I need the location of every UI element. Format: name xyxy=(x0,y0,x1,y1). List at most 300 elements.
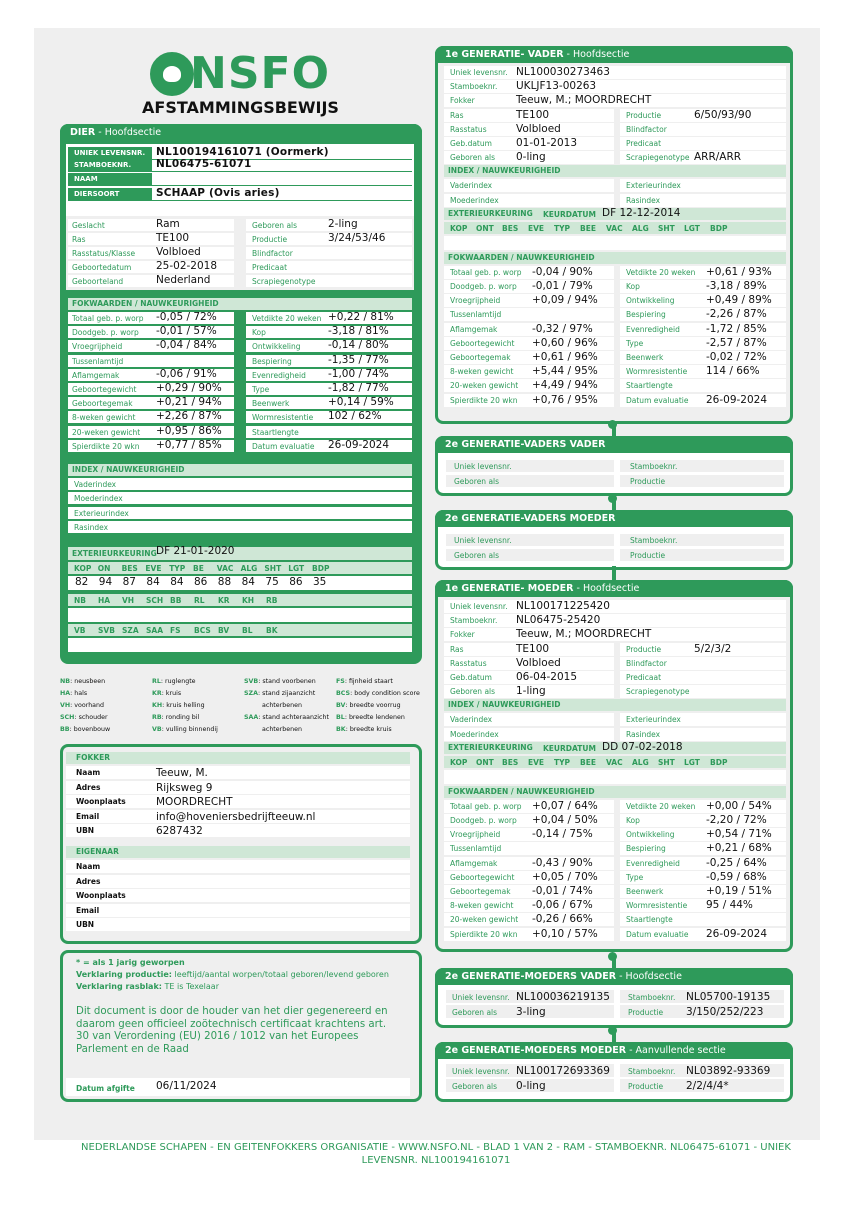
gen-label: Rasstatus/Klasse xyxy=(72,249,136,258)
datum-label: Datum afgifte xyxy=(76,1084,135,1093)
fokker-label: Adres xyxy=(76,782,101,792)
eigenaar-row xyxy=(66,875,410,888)
vader-index-label: Exterieurindex xyxy=(626,181,681,191)
moeder-fok-label: Geboortegemak xyxy=(450,887,511,896)
legend-abbr: HA xyxy=(60,690,71,697)
moeder-ext-head: SHT xyxy=(658,757,675,767)
vaders-vader-label: Stamboeknr. xyxy=(630,462,678,471)
legend-sep: : xyxy=(70,690,75,697)
vader-ext-head: ALG xyxy=(632,223,649,233)
moeder-fok-value: -0,43 / 90% xyxy=(532,856,593,869)
gen-label: Geboortedatum xyxy=(72,263,132,272)
moeder-fok-label: Vroegrijpheid xyxy=(450,830,501,840)
ext-head: LGT xyxy=(288,564,305,573)
legend-item xyxy=(336,702,401,709)
vader-ident-value: UKLJF13-00263 xyxy=(516,80,597,93)
moeder-fok-label: Aflamgemak xyxy=(450,858,498,868)
vader-ext-header: EXTERIEURKEURING xyxy=(444,208,786,220)
dier-header: DIER - Hoofdsectie xyxy=(60,124,422,141)
moeder-fok-value: +0,04 / 50% xyxy=(532,814,598,826)
vader-fok-label: Tussenlamtijd xyxy=(450,310,502,320)
vader-ext-head: BEE xyxy=(580,223,596,233)
ext-head: BES xyxy=(121,564,138,573)
fok-label: Ontwikkeling xyxy=(252,342,301,352)
note-1: * = als 1 jarig geworpen xyxy=(76,958,185,967)
ext-head: SHT xyxy=(264,564,282,573)
vader-ext-head: EVE xyxy=(528,223,545,233)
fok-value: -0,01 / 57% xyxy=(156,325,217,338)
vader-label: Scrapiegenotype xyxy=(626,153,690,163)
vader-fok-label: Geboortegewicht xyxy=(450,338,515,348)
moeder-ext-head: EVE xyxy=(528,757,545,767)
vader-fok-label: Bespiering xyxy=(626,310,666,320)
moeder-label: Productie xyxy=(626,644,662,654)
moeders-moeder-label: Geboren als xyxy=(452,1081,498,1091)
legend-meaning: hals xyxy=(74,690,88,697)
legend-sep: : xyxy=(74,714,79,721)
ext-value: 84 xyxy=(170,576,184,588)
section-subtitle: - Hoofdsectie xyxy=(563,49,630,60)
fok-label: Totaal geb. p. worp xyxy=(72,314,144,323)
ext-head3: SZA xyxy=(122,626,139,635)
moeder-fok-label: Bespiering xyxy=(626,844,666,854)
legend-abbr: KH xyxy=(152,702,163,709)
moeder-label: Blindfactor xyxy=(626,658,667,668)
ext-head2: KH xyxy=(242,596,255,605)
vader-fok-value: +0,60 / 96% xyxy=(532,336,598,349)
fok-value: 102 / 62% xyxy=(328,410,382,423)
moeder-value: TE100 xyxy=(516,642,550,655)
legend-abbr: VH xyxy=(60,702,71,709)
vader-value: TE100 xyxy=(516,108,550,121)
vader-label: Ras xyxy=(450,110,464,120)
section-title: 2e GENERATIE-MOEDERS VADER xyxy=(445,971,617,982)
moeder-index-label: Vaderindex xyxy=(450,715,493,725)
eigenaar-label: Woonplaats xyxy=(76,891,126,900)
legend-meaning: breedte voorrug xyxy=(349,702,401,709)
vader-label: Predicaat xyxy=(626,139,662,148)
vader-index-label: Moederindex xyxy=(450,195,499,205)
fok-value: -0,04 / 84% xyxy=(156,339,217,352)
vaders-vader-connector-dot xyxy=(608,420,617,429)
note-3 xyxy=(76,982,219,991)
document-title: AFSTAMMINGSBEWIJS xyxy=(142,98,339,117)
id-line-2 xyxy=(68,185,412,186)
ext-head3: BV xyxy=(218,626,230,635)
legend-abbr: SVB xyxy=(244,678,259,685)
fok-label: Tussenlamtijd xyxy=(72,356,124,366)
fok-value: +0,95 / 86% xyxy=(156,424,222,437)
fokker-label: Naam xyxy=(76,768,101,777)
eigenaar-row xyxy=(66,860,410,873)
moeders-vader-value: NL05700-19135 xyxy=(686,991,771,1003)
legend-item xyxy=(152,702,205,709)
legend-abbr: BL xyxy=(336,714,345,721)
vaders-vader-header: 2e GENERATIE-VADERS VADER xyxy=(435,436,793,453)
fokker-value: 6287432 xyxy=(156,825,203,837)
vader-ident-label: Uniek levensnr. xyxy=(450,68,508,77)
moeder-ident-value: Teeuw, M.; MOORDRECHT xyxy=(516,628,652,641)
eigenaar-label: Email xyxy=(76,905,100,915)
legend-sep: : xyxy=(258,714,263,721)
fokker-row xyxy=(66,766,410,779)
ext-vals3-row xyxy=(68,638,412,652)
gen-value: 2-ling xyxy=(328,218,358,230)
legend-abbr: RB xyxy=(152,714,162,721)
moeder-fok-label: Kop xyxy=(626,816,640,825)
legend-meaning: voorhand xyxy=(74,702,105,709)
fok-label: Doodgeb. p. worp xyxy=(72,328,139,338)
dier-ext-date: DF 21-01-2020 xyxy=(156,545,235,557)
dier-index-header: INDEX / NAUWKEURIGHEID xyxy=(68,464,412,476)
moeder-fok-value: -2,20 / 72% xyxy=(706,814,767,826)
fok-value: -1,82 / 77% xyxy=(328,382,389,394)
legend-abbr: BV xyxy=(336,702,346,709)
moeder-fok-label: Beenwerk xyxy=(626,887,664,896)
moeders-vader-value: 3-ling xyxy=(516,1005,546,1018)
ext-heads3-row xyxy=(68,624,412,636)
legend-item xyxy=(152,678,196,685)
vader-value: 0-ling xyxy=(516,151,546,164)
ext-head3: BCS xyxy=(194,626,211,635)
vader-fok-label: Aflamgemak xyxy=(450,324,498,334)
moeder-ext-head: BDP xyxy=(710,757,728,767)
fok-label: Evenredigheid xyxy=(252,370,306,380)
index-label: Moederindex xyxy=(74,494,123,504)
moeders-vader-connector-dot xyxy=(608,952,617,961)
moeder-fok-label: Geboortegewicht xyxy=(450,872,515,882)
legend-meaning: stand voorbenen xyxy=(262,678,316,685)
ext-head: ON xyxy=(97,564,111,573)
ext-value: 87 xyxy=(122,576,136,588)
ext-heads2-row xyxy=(68,594,412,606)
legend-abbr: BB xyxy=(60,726,70,733)
legend-item xyxy=(244,678,316,685)
ext-value: 82 xyxy=(75,576,89,588)
moeder-fok-value: -0,06 / 67% xyxy=(532,899,593,912)
vader-fok-label: Geboortegemak xyxy=(450,353,511,362)
legend-sep: : xyxy=(257,690,263,697)
vader-fok-value: +0,61 / 96% xyxy=(532,351,598,363)
legend-meaning: vulling binnendij xyxy=(165,726,218,733)
moeder-label: Predicaat xyxy=(626,673,662,682)
moeder-ident-value: NL06475-25420 xyxy=(516,614,601,627)
section-title: 2e GENERATIE-MOEDERS MOEDER xyxy=(445,1045,627,1056)
moeder-connector xyxy=(612,566,616,580)
legend-item xyxy=(244,690,315,697)
section-subtitle: - Aanvullende sectie xyxy=(626,1045,726,1056)
vaders-moeder-connector-dot xyxy=(608,494,617,503)
moeder-fok-label: Vetdikte 20 weken xyxy=(626,801,696,811)
moeder-ext-head: BES xyxy=(502,757,519,767)
moeder-fok-value: -0,14 / 75% xyxy=(532,828,593,841)
moeder-keurdatum-label: KEURDATUM xyxy=(543,743,596,753)
moeder-fok-value: +0,21 / 68% xyxy=(706,842,772,855)
moeder-fok-header: FOKWAARDEN / NAUWKEURIGHEID xyxy=(444,786,786,798)
legend-sep: : xyxy=(344,678,349,685)
moeder-fok-value: +0,10 / 57% xyxy=(532,927,598,940)
vader-ext-head: KOP xyxy=(450,223,468,233)
moeders-moeder-value: NL100172693369 xyxy=(516,1065,610,1077)
fok-label: Type xyxy=(252,385,270,394)
legend-meaning: fijnheid staart xyxy=(348,678,393,685)
moeder-fok-label: Type xyxy=(626,872,644,882)
moeder-value: 06-04-2015 xyxy=(516,671,578,683)
eigenaar-row xyxy=(66,904,410,917)
moeder-ext-head: BEE xyxy=(580,757,596,767)
moeder-ext-head: ONT xyxy=(476,757,494,767)
gen-label: Predicaat xyxy=(252,263,288,272)
vader-fok-value: -0,01 / 79% xyxy=(532,280,593,292)
ext-value: 86 xyxy=(289,576,303,588)
fok-value: -0,14 / 80% xyxy=(328,339,389,352)
vader-fok-label: 20-weken gewicht xyxy=(450,381,519,391)
disclaimer-text: Dit document is door de houder van het dier gegenereerd en daarom geen officieel zoötechnisch certificaat krachtens art. 30 van Verordening (EU) 2016 / 1012 van het Europees Parlement en de Raad xyxy=(76,1006,388,1055)
moeder-ident-label: Fokker xyxy=(450,630,475,640)
vader-fok-label: Vetdikte 20 weken xyxy=(626,267,696,277)
id-label-3: DIERSOORT xyxy=(68,188,152,200)
note-3-key: Verklaring rasblak: xyxy=(76,982,162,991)
ext-head2: BB xyxy=(170,596,182,605)
legend-sep: : xyxy=(345,702,350,709)
moeder-fok-value: 26-09-2024 xyxy=(706,927,768,940)
moeder-ext-head: VAC xyxy=(606,757,623,767)
legend-item xyxy=(60,726,110,733)
moeder-ext-head: KOP xyxy=(450,757,468,767)
ext-head: BDP xyxy=(312,564,330,573)
gen-label: Geboren als xyxy=(252,221,298,230)
moeders-vader-label: Uniek levensnr. xyxy=(452,993,510,1002)
moeder-label: Rasstatus xyxy=(450,658,487,668)
fok-value: -1,35 / 77% xyxy=(328,353,389,366)
legend-meaning: kruis helling xyxy=(166,702,205,709)
ext-head2: RL xyxy=(194,596,205,605)
vaders-moeder-label: Stamboeknr. xyxy=(630,536,678,545)
gen-label: Blindfactor xyxy=(252,249,293,258)
ext-head: ALG xyxy=(240,564,258,573)
vader-fok-label: Vroegrijpheid xyxy=(450,296,501,306)
legend-item xyxy=(60,678,105,685)
legend-meaning: breedte lendenen xyxy=(348,714,405,721)
legend-item xyxy=(262,702,302,709)
legend-sep: : xyxy=(161,690,166,697)
fok-label: Wormresistentie xyxy=(252,413,314,423)
footer-line-1: NEDERLANDSE SCHAPEN - EN GEITENFOKKERS ORGANISATIE - WWW.NSFO.NL - BLAD 1 VAN 2 - RAM - STAMBOEKNR. NL06475-61071 - UNIEK xyxy=(81,1142,791,1153)
gen-label: Productie xyxy=(252,235,288,244)
eigenaar-label: Adres xyxy=(76,876,101,886)
moeder-fok-label: Staartlengte xyxy=(626,915,673,925)
moeder-fok-label: Ontwikkeling xyxy=(626,830,675,840)
moeder-fok-label: Doodgeb. p. worp xyxy=(450,816,517,825)
vader-fok-label: Totaal geb. p. worp xyxy=(450,267,522,277)
moeders-vader-value: 3/150/252/223 xyxy=(686,1005,764,1018)
legend-item xyxy=(336,726,392,733)
legend-item xyxy=(152,714,199,721)
moeder-ident-label: Uniek levensnr. xyxy=(450,602,508,611)
vader-fok-value: 114 / 66% xyxy=(706,365,760,378)
legend-abbr: VB xyxy=(152,726,162,733)
ext-head2: NB xyxy=(74,596,86,605)
legend-abbr: FS xyxy=(336,678,345,685)
vader-fok-label: 8-weken gewicht xyxy=(450,367,514,377)
moeder-ext-head: ALG xyxy=(632,757,649,767)
fokker-row xyxy=(66,824,410,837)
fok-label: Aflamgemak xyxy=(72,370,120,380)
id-value-3: SCHAAP (Ovis aries) xyxy=(156,187,280,199)
fok-label: Beenwerk xyxy=(252,399,290,409)
eigenaar-header: EIGENAAR xyxy=(66,846,410,858)
vader-fok-label: Wormresistentie xyxy=(626,367,688,377)
vader-value: Volbloed xyxy=(516,122,561,135)
gen-label: Geslacht xyxy=(72,221,105,230)
vader-fok-label: Evenredigheid xyxy=(626,324,680,334)
legend-item xyxy=(60,702,104,709)
fokker-label: Email xyxy=(76,811,100,821)
vader-fok-value: 26-09-2024 xyxy=(706,393,768,406)
moeders-vader-label: Productie xyxy=(628,1007,664,1017)
eigenaar-label: UBN xyxy=(76,920,95,929)
vader-fok-label: Kop xyxy=(626,282,640,291)
ext-head: EVE xyxy=(145,564,162,573)
vader-fok-value: -2,57 / 87% xyxy=(706,336,767,349)
moeder-label: Geb.datum xyxy=(450,673,492,682)
page-footer xyxy=(36,1141,836,1167)
legend-meaning: breedte kruis xyxy=(349,726,392,733)
moeders-moeder-connector-dot xyxy=(608,1026,617,1035)
moeder-fok-label: Wormresistentie xyxy=(626,901,688,911)
datum-value: 06/11/2024 xyxy=(156,1080,217,1092)
legend-meaning: schouder xyxy=(78,714,108,721)
legend-sep: : xyxy=(162,702,167,709)
fok-label: Vroegrijpheid xyxy=(72,342,123,352)
gen-label: Geboorteland xyxy=(72,277,124,286)
vader-ext-head: BDP xyxy=(710,223,728,233)
moeders-moeder-value: NL03892-93369 xyxy=(686,1065,771,1077)
fokker-value: info@hoveniersbedrijfteeuw.nl xyxy=(156,810,316,823)
moeder-ext-header: EXTERIEURKEURING xyxy=(444,742,786,754)
legend-abbr: NB xyxy=(60,678,71,685)
moeder-index-header: INDEX / NAUWKEURIGHEID xyxy=(444,699,786,711)
index-row xyxy=(68,478,412,490)
vader-fok-label: Staartlengte xyxy=(626,381,673,391)
dier-ext-header: EXTERIEURKEURING xyxy=(68,547,412,560)
legend-item xyxy=(336,714,405,721)
ext-head3: BK xyxy=(266,626,278,635)
fokker-row xyxy=(66,781,410,794)
id-line-1 xyxy=(68,171,412,172)
vader-fok-label: Beenwerk xyxy=(626,353,664,362)
fok-value: +0,14 / 59% xyxy=(328,396,394,409)
vader-ext-head: BES xyxy=(502,223,519,233)
vader-ext-head: LGT xyxy=(684,223,700,233)
ext-value: 88 xyxy=(217,576,232,588)
vader-ext-head: VAC xyxy=(606,223,623,233)
vader-fok-value: -0,04 / 90% xyxy=(532,265,593,278)
moeders-moeder-label: Uniek levensnr. xyxy=(452,1067,510,1076)
fok-value: -0,05 / 72% xyxy=(156,311,217,323)
fok-label: 20-weken gewicht xyxy=(72,427,141,437)
vader-fok-value: +0,49 / 89% xyxy=(706,294,772,307)
vader-index-header: INDEX / NAUWKEURIGHEID xyxy=(444,165,786,177)
ext-head2: RB xyxy=(266,596,278,605)
section-title: 1e GENERATIE- VADER xyxy=(445,49,564,60)
legend-sep: : xyxy=(345,726,350,733)
vader-fok-value: +4,49 / 94% xyxy=(532,379,598,392)
moeder-fok-value: +0,05 / 70% xyxy=(532,870,598,883)
moeders-moeder-label: Stamboeknr. xyxy=(628,1067,676,1076)
note-2-key: Verklaring productie: xyxy=(76,970,173,979)
vader-value: ARR/ARR xyxy=(694,151,742,164)
gen-value: 3/24/53/46 xyxy=(328,232,386,244)
ext-head3: BL xyxy=(242,626,253,635)
ext-head2: HA xyxy=(98,596,111,605)
moeder-fok-value: 95 / 44% xyxy=(706,899,753,912)
id-label-0: UNIEK LEVENSNR. xyxy=(68,147,152,159)
fok-label: Datum evaluatie xyxy=(252,441,315,451)
vader-ident-label: Fokker xyxy=(450,96,475,106)
fok-label: Staartlengte xyxy=(252,427,299,437)
legend-meaning: stand achteraanzicht xyxy=(262,714,329,721)
vader-fok-header: FOKWAARDEN / NAUWKEURIGHEID xyxy=(444,252,786,264)
fok-value: +2,26 / 87% xyxy=(156,410,222,423)
vader-ext-head: SHT xyxy=(658,223,675,233)
legend-abbr: SZA xyxy=(244,690,258,697)
gen-value: 25-02-2018 xyxy=(156,260,218,272)
fokker-label: UBN xyxy=(76,826,95,835)
moeder-fok-value: -0,01 / 74% xyxy=(532,885,593,897)
moeder-label: Geboren als xyxy=(450,687,496,697)
legend-sep: : xyxy=(161,726,166,733)
legend-meaning: body condition score xyxy=(354,690,420,697)
ext-head2: KR xyxy=(218,596,230,605)
legend-item xyxy=(60,690,87,697)
fok-label: 8-weken gewicht xyxy=(72,413,136,423)
legend-item xyxy=(244,714,329,721)
moeder-fok-value: +0,00 / 54% xyxy=(706,799,772,812)
moeder-ident-value: NL100171225420 xyxy=(516,600,610,612)
ext-head3: SAA xyxy=(146,626,164,635)
ext-head3: SVB xyxy=(98,626,115,635)
vader-fok-label: Doodgeb. p. worp xyxy=(450,282,517,291)
id-value-1: NL06475-61071 xyxy=(156,158,252,170)
gen-value: TE100 xyxy=(156,232,190,244)
gen-label: Ras xyxy=(72,235,86,244)
legend-item xyxy=(336,678,393,685)
ext-value: 35 xyxy=(313,576,327,588)
legend-sep: : xyxy=(161,714,166,721)
id-value-0: NL100194161071 (Oormerk) xyxy=(156,146,329,158)
moeders-moeder-header xyxy=(435,1042,793,1059)
eigenaar-row xyxy=(66,918,410,931)
vader-fok-value: -1,72 / 85% xyxy=(706,322,767,335)
moeders-moeder-value: 2/2/4/4* xyxy=(686,1079,729,1092)
fok-label: Geboortegewicht xyxy=(72,385,137,394)
vader-label: Geb.datum xyxy=(450,139,492,148)
vader-fok-label: Datum evaluatie xyxy=(626,395,689,405)
sheep-logo-icon xyxy=(150,52,194,96)
index-row xyxy=(68,521,412,533)
vader-fok-value: -0,02 / 72% xyxy=(706,351,767,363)
vader-label: Productie xyxy=(626,110,662,120)
fokker-value: Rijksweg 9 xyxy=(156,781,213,794)
vaders-moeder-label: Geboren als xyxy=(454,550,500,560)
fok-label: Bespiering xyxy=(252,356,292,366)
fok-value: +0,77 / 85% xyxy=(156,438,222,451)
moeders-vader-header xyxy=(435,968,793,985)
vader-ext-vals-row xyxy=(444,236,786,250)
fok-label: Geboortegemak xyxy=(72,399,133,409)
vader-ident-value: Teeuw, M.; MOORDRECHT xyxy=(516,94,652,107)
